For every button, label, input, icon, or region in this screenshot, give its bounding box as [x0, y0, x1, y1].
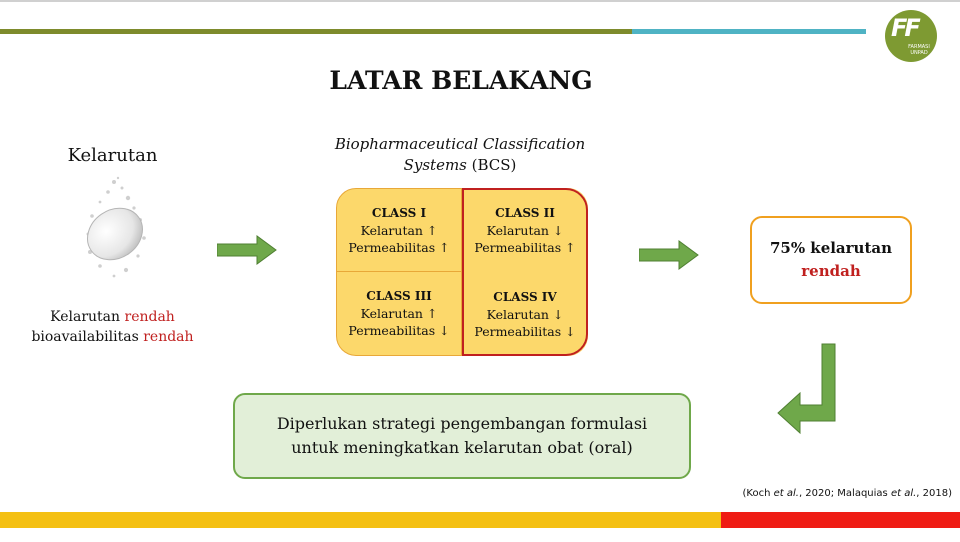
- caption-line-2-text: bioavailabilitas: [31, 329, 144, 345]
- citation-etal-1: et al.: [773, 488, 799, 499]
- top-grey-bar: [0, 0, 960, 2]
- right-arrow-icon: [639, 240, 699, 270]
- class-solubility: Kelarutan ↑: [360, 306, 438, 321]
- class-permeability: Permeabilitas ↓: [348, 323, 450, 338]
- low-solubility-highlight-frame: [462, 188, 588, 356]
- class-permeability: Permeabilitas ↑: [474, 239, 576, 255]
- citation: [700, 488, 952, 499]
- class-name: CLASS III: [366, 289, 432, 303]
- logo-mark: FF: [891, 14, 918, 42]
- conclusion-box: [233, 393, 691, 479]
- top-olive-bar: [0, 29, 632, 34]
- class-solubility: Kelarutan ↓: [486, 222, 564, 238]
- logo-text: FARMASI UNPAD: [908, 44, 930, 56]
- bcs-class-3: [336, 272, 462, 356]
- bottom-yellow-bar: [0, 512, 721, 528]
- class-permeability: Permeabilitas ↑: [348, 239, 450, 255]
- page-title: LATAR BELAKANG: [329, 66, 593, 95]
- caption-line-2: [20, 327, 205, 347]
- class-permeability: Permeabilitas ↓: [474, 323, 576, 339]
- left-caption: [20, 307, 205, 347]
- class-name: CLASS I: [371, 205, 427, 220]
- caption-line-1-text: Kelarutan: [50, 309, 125, 325]
- bent-down-left-arrow-icon: [776, 343, 838, 435]
- bcs-title: [320, 134, 600, 176]
- class-name: CLASS IV: [493, 289, 557, 304]
- citation-mid: , 2020; Malaquias: [798, 488, 891, 499]
- caption-line-1-red: rendah: [124, 309, 175, 325]
- top-teal-bar: [632, 29, 866, 34]
- class-solubility: Kelarutan ↑: [360, 222, 438, 238]
- result-box: [750, 216, 912, 304]
- result-line-1: 75% kelarutan: [769, 239, 893, 257]
- bcs-class-1: [336, 188, 462, 272]
- caption-line-1: [20, 307, 205, 327]
- result-line-2: rendah: [801, 262, 861, 280]
- kelarutan-heading: Kelarutan: [67, 145, 158, 166]
- bcs-title-suffix: (BCS): [466, 156, 517, 174]
- bcs-title-italic: Biopharmaceutical Classification Systems: [334, 135, 586, 174]
- class-name: CLASS II: [495, 205, 555, 220]
- citation-open: (Koch: [742, 488, 774, 499]
- bottom-red-bar: [721, 512, 960, 528]
- caption-line-2-red: rendah: [143, 329, 194, 345]
- farmasi-unpad-logo: [885, 10, 937, 62]
- class-solubility: Kelarutan ↓: [486, 306, 564, 322]
- citation-etal-2: et al.: [890, 488, 917, 499]
- conclusion-line-2: untuk meningkatkan kelarutan obat (oral): [291, 438, 633, 457]
- citation-close: , 2018): [916, 488, 952, 499]
- dissolving-tablet-image: [70, 172, 160, 282]
- right-arrow-icon: [217, 235, 277, 265]
- conclusion-line-1: Diperlukan strategi pengembangan formulasi: [276, 414, 648, 433]
